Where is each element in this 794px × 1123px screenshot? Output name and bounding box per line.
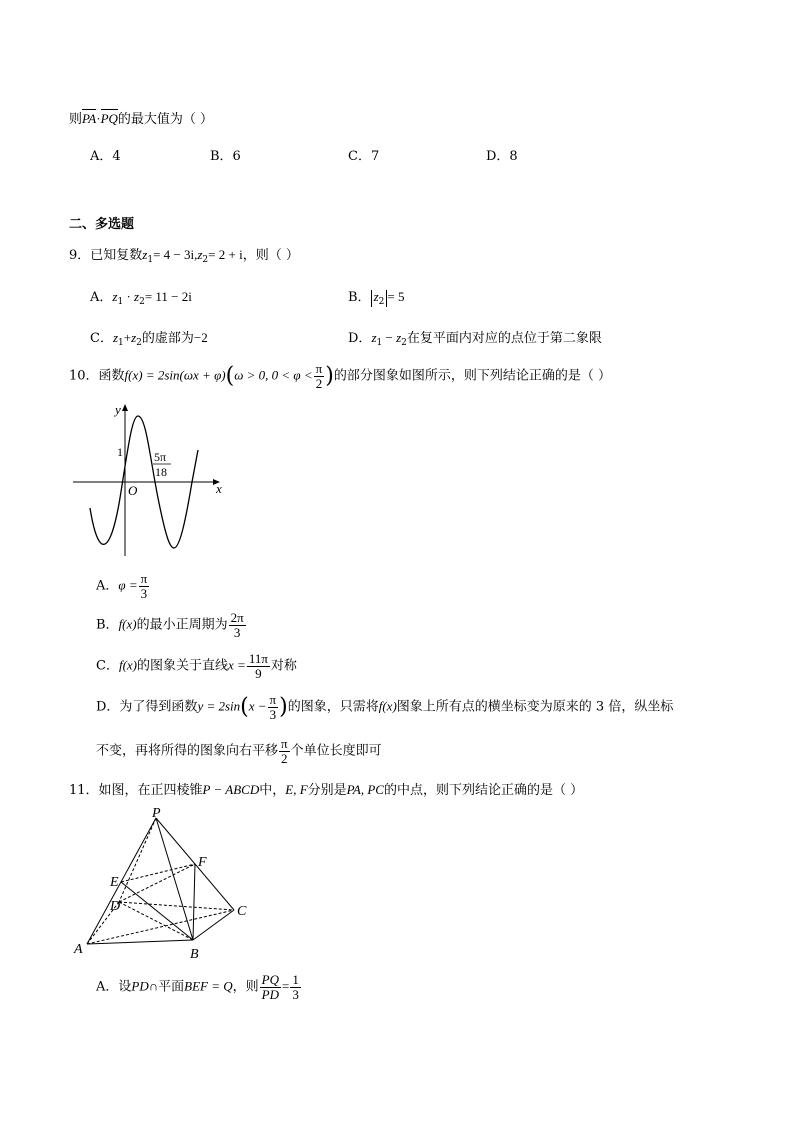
q11-option-a: A．设PD∩平面BEF = Q，则 $\frac{PQ}{PD}$ = $\frac{1}{3}$ xyxy=(96,972,299,1002)
edge-pd xyxy=(119,818,156,902)
edge-pb xyxy=(156,818,193,940)
segment-ef xyxy=(121,864,195,882)
pyramid-figure xyxy=(70,806,260,966)
segment-df xyxy=(119,864,195,902)
origin-label: O xyxy=(128,483,138,498)
label-f: F xyxy=(198,855,207,870)
q9-option-d: D．$z_1 - z_2$在复平面内对应的点位于第二象限 xyxy=(348,330,602,348)
segment-eb xyxy=(121,882,193,940)
sine-graph xyxy=(70,398,230,563)
q9-stem: 9．已知复数$z_1= 4 - 3i,z_2= 2 + i$，则（ ） xyxy=(69,247,299,265)
segment-db xyxy=(119,902,193,940)
label-b: B xyxy=(190,947,199,962)
q10-option-a: A．φ = $\frac{\pi}{3}$ xyxy=(96,571,148,601)
segment-fb xyxy=(193,864,195,940)
y-tick-one: 1 xyxy=(117,445,123,459)
tick-numerator: 5π xyxy=(154,450,167,464)
label-p: P xyxy=(152,806,161,821)
vector-pa: PA xyxy=(82,111,97,126)
q11-stem: 11．如图，在正四棱锥P − ABCD中，E, F分别是PA, PC的中点，则下列结论正确的是（ ） xyxy=(69,782,584,798)
edge-dc xyxy=(119,902,234,910)
vector-pq: PQ xyxy=(100,111,118,126)
q9-option-a: A．$z_1 \cdot z_2= 11 - 2i$ xyxy=(90,289,192,307)
edge-pa xyxy=(87,818,156,944)
y-label: y xyxy=(115,402,121,417)
q10-stem: 10．函数f(x) = 2sin(ωx + φ)(ω > 0, 0 < φ < $\frac{\pi}{2}$ )的部分图象如图所示，则下列结论正确的是（ ） xyxy=(69,361,611,391)
label-e: E xyxy=(110,875,119,890)
q10-option-b: B．f(x)的最小正周期为 $\frac{2\pi}{3}$ xyxy=(96,610,244,640)
q8-option-a: A．4 xyxy=(90,149,121,164)
label-d: D xyxy=(110,899,121,914)
q10-option-d-line1: D．为了得到函数y = 2sin(x − $\frac{\pi}{3}$ )的图象，只需将f(x)图象上所有点的横坐标变为原来的 3 倍，纵坐标 xyxy=(96,692,674,722)
section-title: 二、多选题 xyxy=(69,217,135,232)
q8-option-b: B．6 xyxy=(210,149,241,164)
x-label: x xyxy=(216,481,222,496)
q8-option-c: C．7 xyxy=(348,149,380,164)
q9-option-c: C．$z_1+z_2$的虚部为−2 xyxy=(90,330,208,348)
q10-option-c: C．f(x)的图象关于直线x = $\frac{11\pi}{9}$ 对称 xyxy=(96,651,297,681)
q10-option-d-line2: 不变，再将所得的图象向右平移 $\frac{\pi}{2}$ 个单位长度即可 xyxy=(96,736,382,766)
q9-option-b: B． $z_2 = 5$ xyxy=(348,289,405,307)
tick-denominator: 18 xyxy=(155,465,167,479)
edge-bc xyxy=(193,910,234,940)
q8-stem: 则PA·PQ的最大值为（ ） xyxy=(69,111,214,127)
y-axis-arrow xyxy=(122,404,128,411)
label-c: C xyxy=(237,904,247,919)
q8-option-d: D．8 xyxy=(486,149,518,164)
label-a: A xyxy=(74,942,83,957)
